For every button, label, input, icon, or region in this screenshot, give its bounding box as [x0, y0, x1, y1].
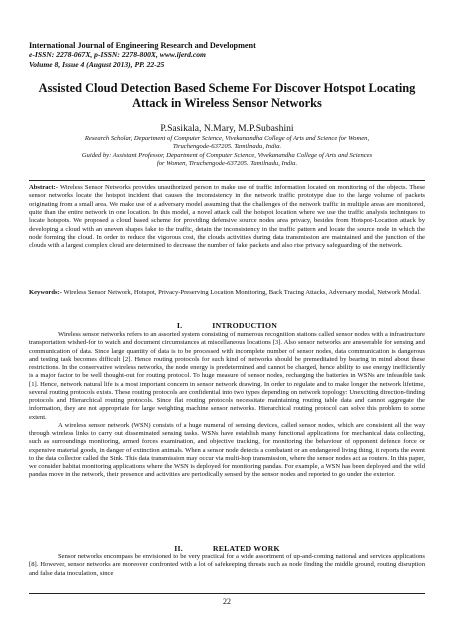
paragraph: Wireless sensor networks refers to an assorted system consisting of numerous recognition stations called sensor nodes with a infrastructure transportation wished-for to watch and document circumstances at miscellaneous locations [3]. Also sensor networks are answerable for sensing and communication of data. Since large quantity of data is to be processed with incomplete number of sensor nodes, data communication is dangerous and testing task becomes difficult [2]. Hence routing protocols for such kind of networks should be premeditated by bearing in mind about these restrictions. In the conservative wireless networks, the node energy is predetermined and cannot be charged, hence ability to use energy inefficiently is a major factor to be well thought-out for routing protocol. To huge measure of sensor nodes, recharging the batteries in WSNs are infeasible task [1]. Hence, network natural life is a most important concern in sensor network drawing. In order to regulate and to make longer the network lifetime, several routing protocols exists. These routing protocols are confidential into two types depending on network topology: Unexciting direction-finding protocols and Hierarchical routing protocols. Since flat routing protocols necessitate maintaining routing table data and cannot aggregate the information, they are not appropriate for large weighting machine sensor networks. Hierarchical routing protocol can solve this problem to some extent.	[29, 331, 425, 421]
journal-name: International Journal of Engineering Research and Development	[29, 41, 256, 50]
journal-header	[29, 41, 429, 69]
section-heading-related-work	[29, 544, 425, 553]
journal-issn: e-ISSN: 2278-067X, p-ISSN: 2278-800X, www.ijerd.com	[29, 50, 206, 60]
keywords	[29, 289, 425, 297]
affiliation-line: Research Scholar, Department of Computer Science, Vivekanandha College of Arts and Science for Women,	[84, 135, 370, 142]
paper-authors: P.Sasikala, N.Mary, M.P.Subashini	[160, 123, 294, 134]
affiliation-line: Guided by: Assistant Professor, Department of Computer Science, Vivekanandha College of Arts and Sciences	[81, 151, 373, 159]
section-title: INTRODUCTION	[212, 321, 278, 330]
section-heading-introduction	[29, 321, 425, 330]
journal-volume: Volume 8, Issue 4 (August 2013), PP. 22-25	[29, 59, 165, 69]
author-affiliations	[36, 135, 418, 168]
page-number: 22	[223, 597, 231, 606]
paper-title: Assisted Cloud Detection Based Scheme For Discover Hotspot Locating Attack in Wireless Sensor Networks	[38, 81, 416, 110]
section-title: RELATED WORK	[212, 544, 280, 553]
keywords-text: Wireless Sensor Network, Hotspot, Privacy-Preserving Location Monitoring, Back Tracing Attacks, Adversary modal, Network Modal.	[63, 289, 421, 296]
footer-rule	[29, 593, 425, 594]
abstract-text: Wireless Sensor Networks provides unauthorized person to make use of traffic information located on monitoring of the objects. These sensor networks locate the hotspot incident that causes the inconsistency in the network traffic prototype due to the large volume of packets originating from a small area. We make use of a adversary model assuming that the challenges of the network traffic in multiple areas are monitored, quite than the entire network in one location. In this model, a novel attack call the hotspot location where we use the traffic analysis techniques to locate hotspots. We proposed a cloud based scheme for providing defensive source nodes area privacy, besides from Hotspot-Location attack by developing a cloud with an uneven shapes fake to the traffic, detain the inconsistency in the traffic pattern and locate the source node in which the node forming the cloud. In order to reduce the vigorous cost, the clouds activities during data transmission are maintained and the junction of the clouds with a largest complex cloud are determined to decrease the number of fake packets and also rise privacy safeguarding of the network.	[29, 184, 425, 250]
abstract-top-rule	[29, 180, 425, 181]
introduction-body	[29, 331, 425, 480]
section-number: I.	[176, 321, 183, 330]
affiliation-line: Tiruchengode-637205. Tamilnadu, India.	[172, 143, 282, 151]
abstract	[29, 184, 425, 251]
paragraph: A wireless sensor network (WSN) consists of a huge numeral of sensing devices, called sensor nodes, which are consistent all the way through wireless links to carry out disseminated sensing tasks. WSNs have establish many functional applications for mechanical data collecting, such as surroundings monitoring, armed forces examination, and objective tracking, for monitoring the behaviour of opponent defence force or expensive material goods, in danger of extinction animals. When a sensor node detects a combatant or an endangered living thing, it reports the event to the data collector called the Sink. This data transmission may occur via multi-hop transmission, where the sensor nodes act as routers. In this paper, we consider habitat monitoring applications where the WSN is deployed for monitoring pandas. For example, a WSN has been deployed and the wild pandas move in the network, their presence and activities are periodically sensed by the sensor nodes and reported to go under the exterior.	[29, 421, 425, 479]
paragraph: Sensor networks encompass be envisioned to be very practical for a wide assortment of up-and-coming national and services applications [8]. However, sensor networks are moreover confronted with a lot of safekeeping threats such as node finding the middle ground, routing disruption and false data inoculation, since	[29, 553, 425, 577]
keywords-label: Keywords:-	[29, 289, 62, 296]
section-number: II.	[174, 544, 183, 553]
affiliation-line: for Women, Tiruchengode-637205. Tamilnadu, India.	[156, 159, 298, 167]
abstract-label: Abstract:-	[29, 184, 58, 191]
related-work-body	[29, 553, 425, 578]
